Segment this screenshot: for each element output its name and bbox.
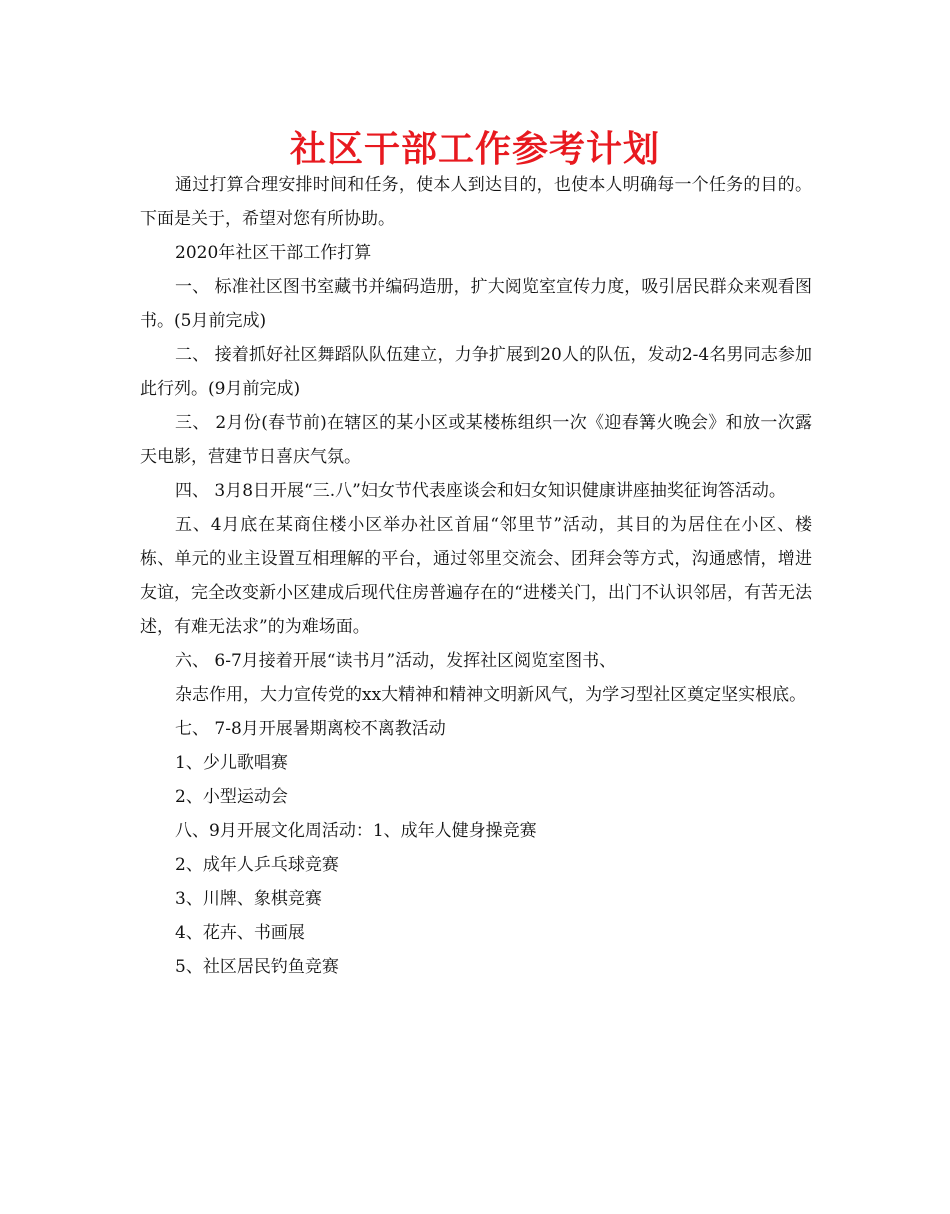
paragraph-item-8-sub-2: 2、成年人乒乓球竞赛: [175, 855, 339, 875]
paragraph-item-7-sub-1: 1、少儿歌唱赛: [175, 753, 288, 773]
paragraph-item-2: 二、 接着抓好社区舞蹈队队伍建立，力争扩展到20人的队伍，发动2-4名男同志参加此行列。(9月前完成): [140, 345, 812, 399]
paragraph-item-1: 一、 标准社区图书室藏书并编码造册，扩大阅览室宣传力度，吸引居民群众来观看图书。(5月前完成): [140, 277, 812, 331]
paragraph-item-6: 六、 6-7月接着开展“读书月”活动，发挥社区阅览室图书、: [175, 651, 617, 671]
paragraph-item-8: 八、9月开展文化周活动：1、成年人健身操竞赛: [175, 821, 537, 841]
paragraph-item-4: 四、 3月8日开展“三.八”妇女节代表座谈会和妇女知识健康讲座抽奖征询答活动。: [175, 481, 786, 501]
document-title: 社区干部工作参考计划: [289, 129, 660, 170]
paragraph-item-7: 七、 7-8月开展暑期离校不离教活动: [175, 719, 446, 739]
paragraph-item-8-sub-4: 4、花卉、书画展: [175, 923, 305, 943]
paragraph-plan-heading: 2020年社区干部工作打算: [175, 243, 372, 263]
paragraph-item-5: 五、4月底在某商住楼小区举办社区首届“邻里节”活动，其目的为居住在小区、楼栋、单元的业主设置互相理解的平台，通过邻里交流会、团拜会等方式，沟通感情，增进友谊，完全改变新小区建成后现代住房普遍存在的“进楼关门，出门不认识邻居，有苦无法述，有难无法求”的为难场面。: [140, 515, 812, 637]
paragraph-item-6-cont: 杂志作用，大力宣传党的xx大精神和精神文明新风气，为学习型社区奠定坚实根底。: [175, 685, 807, 705]
paragraph-intro: 通过打算合理安排时间和任务，使本人到达目的，也使本人明确每一个任务的目的。下面是关于，希望对您有所协助。: [140, 175, 812, 229]
paragraph-item-8-sub-5: 5、社区居民钓鱼竞赛: [175, 957, 339, 977]
document-body: [140, 168, 812, 984]
paragraph-item-8-sub-3: 3、川牌、象棋竞赛: [175, 889, 322, 909]
paragraph-item-3: 三、 2月份(春节前)在辖区的某小区或某楼栋组织一次《迎春篝火晚会》和放一次露天电影，营建节日喜庆气氛。: [140, 413, 812, 467]
paragraph-item-7-sub-2: 2、小型运动会: [175, 787, 288, 807]
